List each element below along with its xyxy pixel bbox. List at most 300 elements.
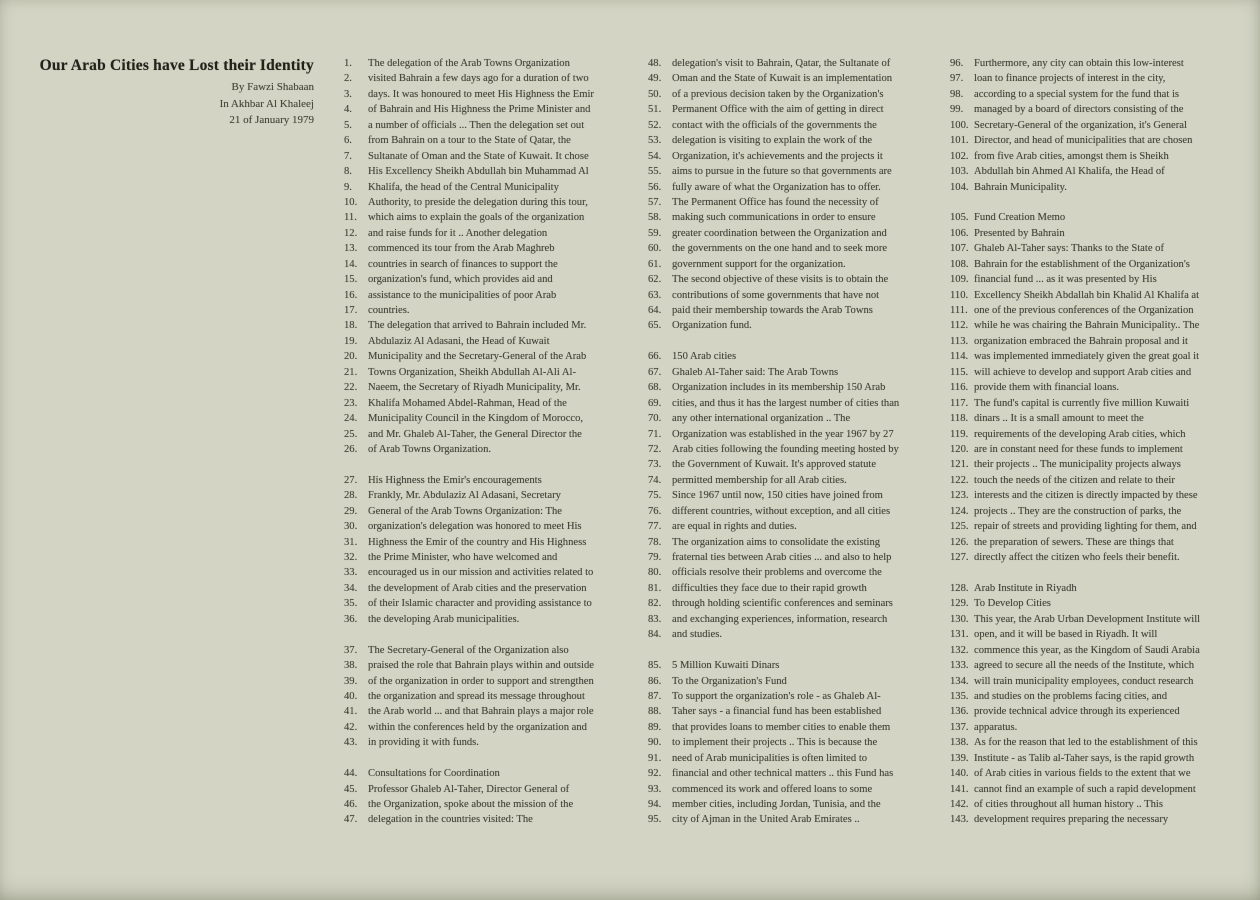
line-number: 30. (344, 521, 358, 533)
text-line (950, 119, 1188, 134)
text-line (344, 134, 582, 149)
text-line (950, 258, 1188, 273)
line-number: 28. (344, 490, 358, 502)
text-line (950, 72, 1188, 87)
line-number: 34. (344, 582, 358, 594)
line-text: Organization was established in the year 1967 by 27 (672, 428, 894, 440)
line-number: 112. (950, 320, 969, 332)
line-text: which aims to explain the goals of the organization (368, 212, 585, 224)
line-number: 63. (648, 289, 662, 301)
text-line (344, 412, 582, 427)
text-line (648, 566, 886, 581)
text-line (950, 319, 1200, 334)
text-line (950, 134, 1193, 149)
line-text: Sultanate of Oman and the State of Kuwait. It chose (368, 150, 589, 162)
line-number: 48. (648, 58, 662, 69)
line-number: 92. (648, 768, 662, 780)
line-text: assistance to the municipalities of poor Arab (368, 289, 557, 301)
line-text: and raise funds for it .. Another delegation (368, 227, 548, 239)
text-line (344, 196, 588, 211)
line-text: contact with the officials of the governments the (672, 119, 877, 131)
line-text: delegation is visiting to explain the work of the (672, 135, 873, 147)
line-number: 51. (648, 104, 662, 116)
text-line (344, 783, 582, 798)
line-text: difficulties they face due to their rapid growth (672, 582, 867, 594)
text-line (648, 428, 894, 443)
text-line (950, 489, 1198, 504)
blank-line (950, 566, 1188, 581)
line-text: Frankly, Mr. Abdulaziz Al Adasani, Secretary (368, 490, 561, 502)
text-line (950, 458, 1188, 473)
line-number: 141. (950, 783, 969, 795)
text-line (344, 721, 587, 736)
line-number: 52. (648, 119, 662, 131)
text-line (344, 88, 594, 103)
text-line (344, 613, 582, 628)
line-number: 11. (344, 212, 357, 224)
text-column-2 (648, 57, 900, 829)
line-number: 97. (950, 73, 964, 85)
line-text: The second objective of these visits is to obtain the (672, 274, 889, 286)
blank-line (648, 335, 886, 350)
line-text: the governments on the one hand and to seek more (672, 243, 888, 255)
line-text: of their Islamic character and providing assistance to (368, 598, 592, 610)
line-text: This year, the Arab Urban Development Institute will (974, 613, 1201, 625)
line-number: 73. (648, 459, 662, 471)
line-text: Consultations for Coordination (368, 768, 500, 780)
text-column-3 (950, 57, 1201, 829)
byline-author: By Fawzi Shabaan (231, 81, 314, 93)
text-line (344, 736, 582, 751)
line-text: interests and the citizen is directly impacted by these (974, 490, 1198, 502)
line-text: the Arab world ... and that Bahrain plays a major role (368, 706, 594, 718)
text-line (950, 103, 1188, 118)
text-line (648, 783, 886, 798)
text-line (648, 489, 886, 504)
line-number: 14. (344, 258, 358, 270)
line-number: 20. (344, 351, 358, 363)
line-number: 68. (648, 382, 662, 394)
line-text: a number of officials ... Then the delegation set out (368, 119, 585, 131)
text-line (648, 613, 886, 628)
line-number: 38. (344, 660, 358, 672)
line-text: greater coordination between the Organization and (672, 227, 887, 239)
line-number: 41. (344, 706, 358, 718)
page-title: Our Arab Cities have Lost their Identity (39, 57, 314, 74)
line-number: 131. (950, 629, 969, 641)
text-line (950, 335, 1188, 350)
line-number: 50. (648, 88, 662, 100)
text-line (950, 227, 1188, 242)
line-number: 56. (648, 181, 662, 193)
line-number: 49. (648, 73, 662, 85)
line-text: The fund's capital is currently five million Kuwaiti (974, 397, 1190, 409)
line-number: 1. (344, 58, 352, 69)
line-text: delegation's visit to Bahrain, Qatar, the Sultanate of (672, 58, 891, 69)
text-line (344, 474, 582, 489)
line-number: 108. (950, 258, 969, 270)
line-text: of Arab cities in various fields to the extent that we (974, 768, 1191, 780)
line-text: provide them with financial loans. (974, 382, 1120, 394)
line-text: one of the previous conferences of the Organization (974, 305, 1194, 316)
text-line (344, 289, 582, 304)
text-line (950, 211, 1188, 226)
text-line (344, 397, 582, 412)
line-number: 136. (950, 706, 969, 718)
line-number: 91. (648, 752, 662, 764)
line-number: 118. (950, 413, 969, 425)
line-text: His Highness the Emir's encouragements (368, 474, 542, 486)
text-line (648, 798, 886, 813)
line-number: 81. (648, 582, 662, 594)
line-number: 2. (344, 73, 352, 85)
text-line (648, 443, 899, 458)
line-text: Ghaleb Al-Taher says: Thanks to the State of (974, 243, 1164, 255)
line-number: 88. (648, 706, 662, 718)
text-line (648, 536, 886, 551)
line-text: Excellency Sheikh Abdallah bin Khalid Al Khalifa at (974, 289, 1200, 301)
line-number: 127. (950, 552, 969, 563)
line-number: 99. (950, 104, 964, 116)
line-number: 105. (950, 212, 969, 224)
text-line (950, 242, 1188, 257)
line-number: 80. (648, 567, 662, 579)
text-line (344, 150, 589, 165)
text-column-1 (344, 57, 594, 829)
line-number: 83. (648, 613, 662, 625)
line-number: 72. (648, 443, 662, 455)
text-line (648, 319, 886, 334)
line-number: 134. (950, 675, 969, 687)
text-line (344, 181, 582, 196)
text-line (950, 273, 1188, 288)
text-line (950, 721, 1188, 736)
line-text: the Prime Minister, who have welcomed and (368, 552, 558, 563)
blank-line (648, 644, 886, 659)
line-text: contributions of some governments that have not (672, 289, 880, 301)
text-line (648, 88, 886, 103)
line-text: of Bahrain and His Highness the Prime Minister and (368, 104, 591, 116)
line-number: 82. (648, 598, 662, 610)
line-text: of a previous decision taken by the Organization's (672, 88, 884, 100)
line-number: 117. (950, 397, 969, 409)
line-number: 70. (648, 413, 662, 425)
line-text: Organization includes in its membership 150 Arab (672, 382, 886, 394)
line-text: Taher says - a financial fund has been established (672, 706, 882, 718)
line-number: 135. (950, 690, 969, 702)
text-line (950, 505, 1188, 520)
line-text: permitted membership for all Arab cities. (672, 474, 847, 486)
text-line (648, 103, 886, 118)
blank-line (950, 196, 1188, 211)
text-line (950, 597, 1188, 612)
text-line (950, 350, 1200, 365)
line-number: 45. (344, 783, 358, 795)
text-line (950, 582, 1188, 597)
line-number: 55. (648, 166, 662, 178)
line-text: Arab cities following the founding meeting hosted by (672, 443, 899, 455)
line-text: fraternal ties between Arab cities ... and also to help (672, 552, 892, 563)
blank-line (344, 628, 582, 643)
line-text: that provides loans to member cities to enable them (672, 721, 891, 733)
text-line (648, 181, 886, 196)
line-number: 35. (344, 598, 358, 610)
text-line (648, 551, 892, 566)
text-line (648, 505, 891, 520)
line-number: 44. (344, 768, 358, 780)
byline-date: 21 of January 1979 (229, 114, 314, 126)
line-text: from Bahrain on a tour to the State of Qatar, the (368, 135, 571, 147)
line-number: 104. (950, 181, 969, 193)
text-line (950, 613, 1201, 628)
line-text: To support the organization's role - as Ghaleb Al- (672, 690, 881, 702)
line-text: dinars .. It is a small amount to meet the (974, 413, 1144, 425)
line-text: Organization fund. (672, 320, 752, 332)
line-number: 74. (648, 474, 662, 486)
text-line (648, 150, 886, 165)
line-text: apparatus. (974, 721, 1018, 733)
line-text: their projects .. The municipality projects always (974, 459, 1181, 471)
line-number: 62. (648, 274, 662, 286)
line-text: development requires preparing the necessary (974, 814, 1169, 826)
line-number: 111. (950, 305, 968, 316)
line-text: commence this year, as the Kingdom of Saudi Arabia (974, 644, 1200, 656)
text-line (344, 57, 582, 72)
text-line (648, 582, 886, 597)
text-line (344, 798, 582, 813)
text-line (950, 644, 1200, 659)
text-line (344, 103, 591, 118)
text-line (648, 705, 886, 720)
line-text: Permanent Office with the aim of getting in direct (672, 104, 884, 116)
text-line (950, 304, 1194, 319)
line-text: are equal in rights and duties. (672, 521, 797, 533)
line-text: the organization and spread its message throughout (368, 690, 585, 702)
line-text: Municipality Council in the Kingdom of Morocco, (368, 413, 584, 425)
line-number: 90. (648, 737, 662, 749)
line-text: according to a special system for the fund that is (974, 88, 1180, 100)
line-text: and exchanging experiences, information, research (672, 613, 888, 625)
line-number: 110. (950, 289, 969, 301)
text-line (648, 690, 886, 705)
line-number: 87. (648, 690, 662, 702)
line-number: 93. (648, 783, 662, 795)
text-line (344, 335, 582, 350)
line-text: His Excellency Sheikh Abdullah bin Muhammad Al (368, 166, 589, 178)
byline-publication: In Akhbar Al Khaleej (219, 97, 314, 110)
text-line (950, 57, 1188, 72)
line-number: 15. (344, 274, 358, 286)
line-text: Bahrain Municipality. (974, 181, 1067, 193)
text-line (344, 428, 582, 443)
text-line (648, 659, 886, 674)
line-number: 64. (648, 305, 662, 316)
text-line (344, 227, 582, 242)
text-line (648, 458, 886, 473)
text-line (950, 165, 1188, 180)
line-number: 101. (950, 135, 969, 147)
line-text: and Mr. Ghaleb Al-Taher, the General Director the (368, 428, 582, 440)
line-number: 103. (950, 166, 969, 178)
blank-line (344, 752, 582, 767)
text-line (344, 767, 582, 782)
line-number: 128. (950, 582, 969, 594)
line-text: need of Arab municipalities is often limited to (672, 752, 868, 764)
line-number: 59. (648, 227, 662, 239)
text-line (344, 566, 594, 581)
line-number: 95. (648, 814, 662, 826)
text-line (648, 366, 886, 381)
text-line (648, 752, 886, 767)
line-number: 54. (648, 150, 662, 162)
line-number: 29. (344, 505, 358, 517)
line-text: Professor Ghaleb Al-Taher, Director General of (368, 783, 570, 795)
text-line (648, 211, 886, 226)
line-number: 19. (344, 335, 358, 347)
line-number: 25. (344, 428, 358, 440)
line-number: 6. (344, 135, 352, 147)
line-number: 142. (950, 799, 969, 810)
text-line (950, 767, 1191, 782)
line-number: 140. (950, 768, 969, 780)
text-line (950, 675, 1194, 690)
text-line (648, 397, 900, 412)
text-line (648, 350, 886, 365)
text-line (648, 813, 886, 828)
line-text: As for the reason that led to the establishment of this (974, 737, 1198, 749)
line-number: 5. (344, 119, 352, 131)
line-text: To the Organization's Fund (672, 675, 787, 687)
line-number: 125. (950, 521, 969, 533)
text-line (950, 736, 1198, 751)
line-text: requirements of the developing Arab cities, which (974, 428, 1186, 440)
text-line (344, 350, 587, 365)
line-text: commenced its tour from the Arab Maghreb (368, 243, 555, 255)
text-line (950, 798, 1188, 813)
line-text: Oman and the State of Kuwait is an implementation (672, 73, 893, 85)
line-text: The delegation that arrived to Bahrain included Mr. (368, 320, 587, 332)
line-number: 89. (648, 721, 662, 733)
line-text: within the conferences held by the organization and (368, 721, 587, 733)
line-text: different countries, without exception, and all cities (672, 505, 891, 517)
line-text: paid their membership towards the Arab Towns (672, 305, 873, 316)
text-line (344, 675, 594, 690)
line-text: To Develop Cities (974, 598, 1051, 610)
line-text: of cities throughout all human history .. This (974, 799, 1164, 810)
line-number: 114. (950, 351, 969, 363)
line-number: 119. (950, 428, 969, 440)
line-text: Abdulaziz Al Adasani, the Head of Kuwait (368, 335, 550, 347)
line-text: aims to pursue in the future so that governments are (672, 166, 892, 178)
text-line (344, 659, 594, 674)
line-number: 32. (344, 552, 358, 563)
text-line (648, 165, 892, 180)
line-text: Arab Institute in Riyadh (974, 582, 1077, 594)
line-text: 150 Arab cities (672, 351, 737, 363)
text-line (344, 536, 587, 551)
text-line (648, 597, 893, 612)
line-number: 86. (648, 675, 662, 687)
line-text: General of the Arab Towns Organization: The (368, 505, 563, 517)
line-text: encouraged us in our mission and activities related to (368, 567, 594, 579)
line-text: the developing Arab municipalities. (368, 613, 520, 625)
line-number: 26. (344, 443, 358, 455)
text-line (344, 366, 582, 381)
line-number: 137. (950, 721, 969, 733)
text-line (344, 520, 582, 535)
text-line (344, 381, 582, 396)
line-number: 9. (344, 181, 352, 193)
text-line (648, 57, 891, 72)
text-line (344, 551, 582, 566)
text-line (648, 119, 886, 134)
line-number: 98. (950, 88, 964, 100)
line-number: 47. (344, 814, 358, 826)
line-text: Authority, to preside the delegation during this tour, (368, 196, 588, 208)
text-line (648, 273, 889, 288)
text-line (344, 813, 582, 828)
text-line (648, 242, 886, 257)
line-text: countries. (368, 305, 410, 316)
line-text: Ghaleb Al-Taher said: The Arab Towns (672, 366, 839, 378)
text-line (648, 289, 886, 304)
text-line (648, 196, 886, 211)
line-number: 40. (344, 690, 358, 702)
line-number: 76. (648, 505, 662, 517)
text-line (344, 119, 585, 134)
line-number: 77. (648, 521, 662, 533)
line-text: member cities, including Jordan, Tunisia, and the (672, 799, 881, 810)
line-number: 78. (648, 536, 662, 548)
line-number: 31. (344, 536, 358, 548)
text-line (950, 783, 1196, 798)
line-text: Municipality and the Secretary-General of the Arab (368, 351, 587, 363)
line-number: 36. (344, 613, 358, 625)
text-line (648, 134, 886, 149)
line-number: 129. (950, 598, 969, 610)
line-text: projects .. They are the construction of parks, the (974, 505, 1182, 517)
text-line (950, 397, 1188, 412)
line-number: 53. (648, 135, 662, 147)
text-line (344, 258, 582, 273)
text-line (950, 181, 1188, 196)
line-text: Bahrain for the establishment of the Organization's (974, 258, 1190, 270)
text-line (950, 289, 1200, 304)
text-line (344, 690, 585, 705)
line-number: 67. (648, 366, 662, 378)
line-text: are in constant need for these funds to implement (974, 443, 1183, 455)
line-text: Institute - as Talib al-Taher says, is the rapid growth (974, 752, 1195, 764)
text-line (344, 582, 587, 597)
text-line (950, 705, 1188, 720)
line-number: 69. (648, 397, 662, 409)
line-text: of the organization in order to support and strengthen (368, 675, 594, 687)
line-number: 133. (950, 660, 969, 672)
line-text: financial and other technical matters .. this Fund has (672, 768, 894, 780)
line-text: The organization aims to consolidate the existing (672, 536, 881, 548)
text-line (648, 721, 891, 736)
line-text: Organization, it's achievements and the projects it (672, 150, 883, 162)
line-text: open, and it will be based in Riyadh. It will (974, 629, 1158, 641)
line-number: 96. (950, 58, 964, 69)
line-text: Khalifa Mohamed Abdel-Rahman, Head of the (368, 397, 567, 409)
line-text: organization embraced the Bahrain proposal and it (974, 335, 1188, 347)
line-text: Khalifa, the head of the Central Municipality (368, 181, 559, 193)
line-number: 24. (344, 413, 358, 425)
line-text: 5 Million Kuwaiti Dinars (672, 660, 780, 672)
line-text: Highness the Emir of the country and His Highness (368, 536, 587, 548)
line-number: 17. (344, 305, 358, 316)
